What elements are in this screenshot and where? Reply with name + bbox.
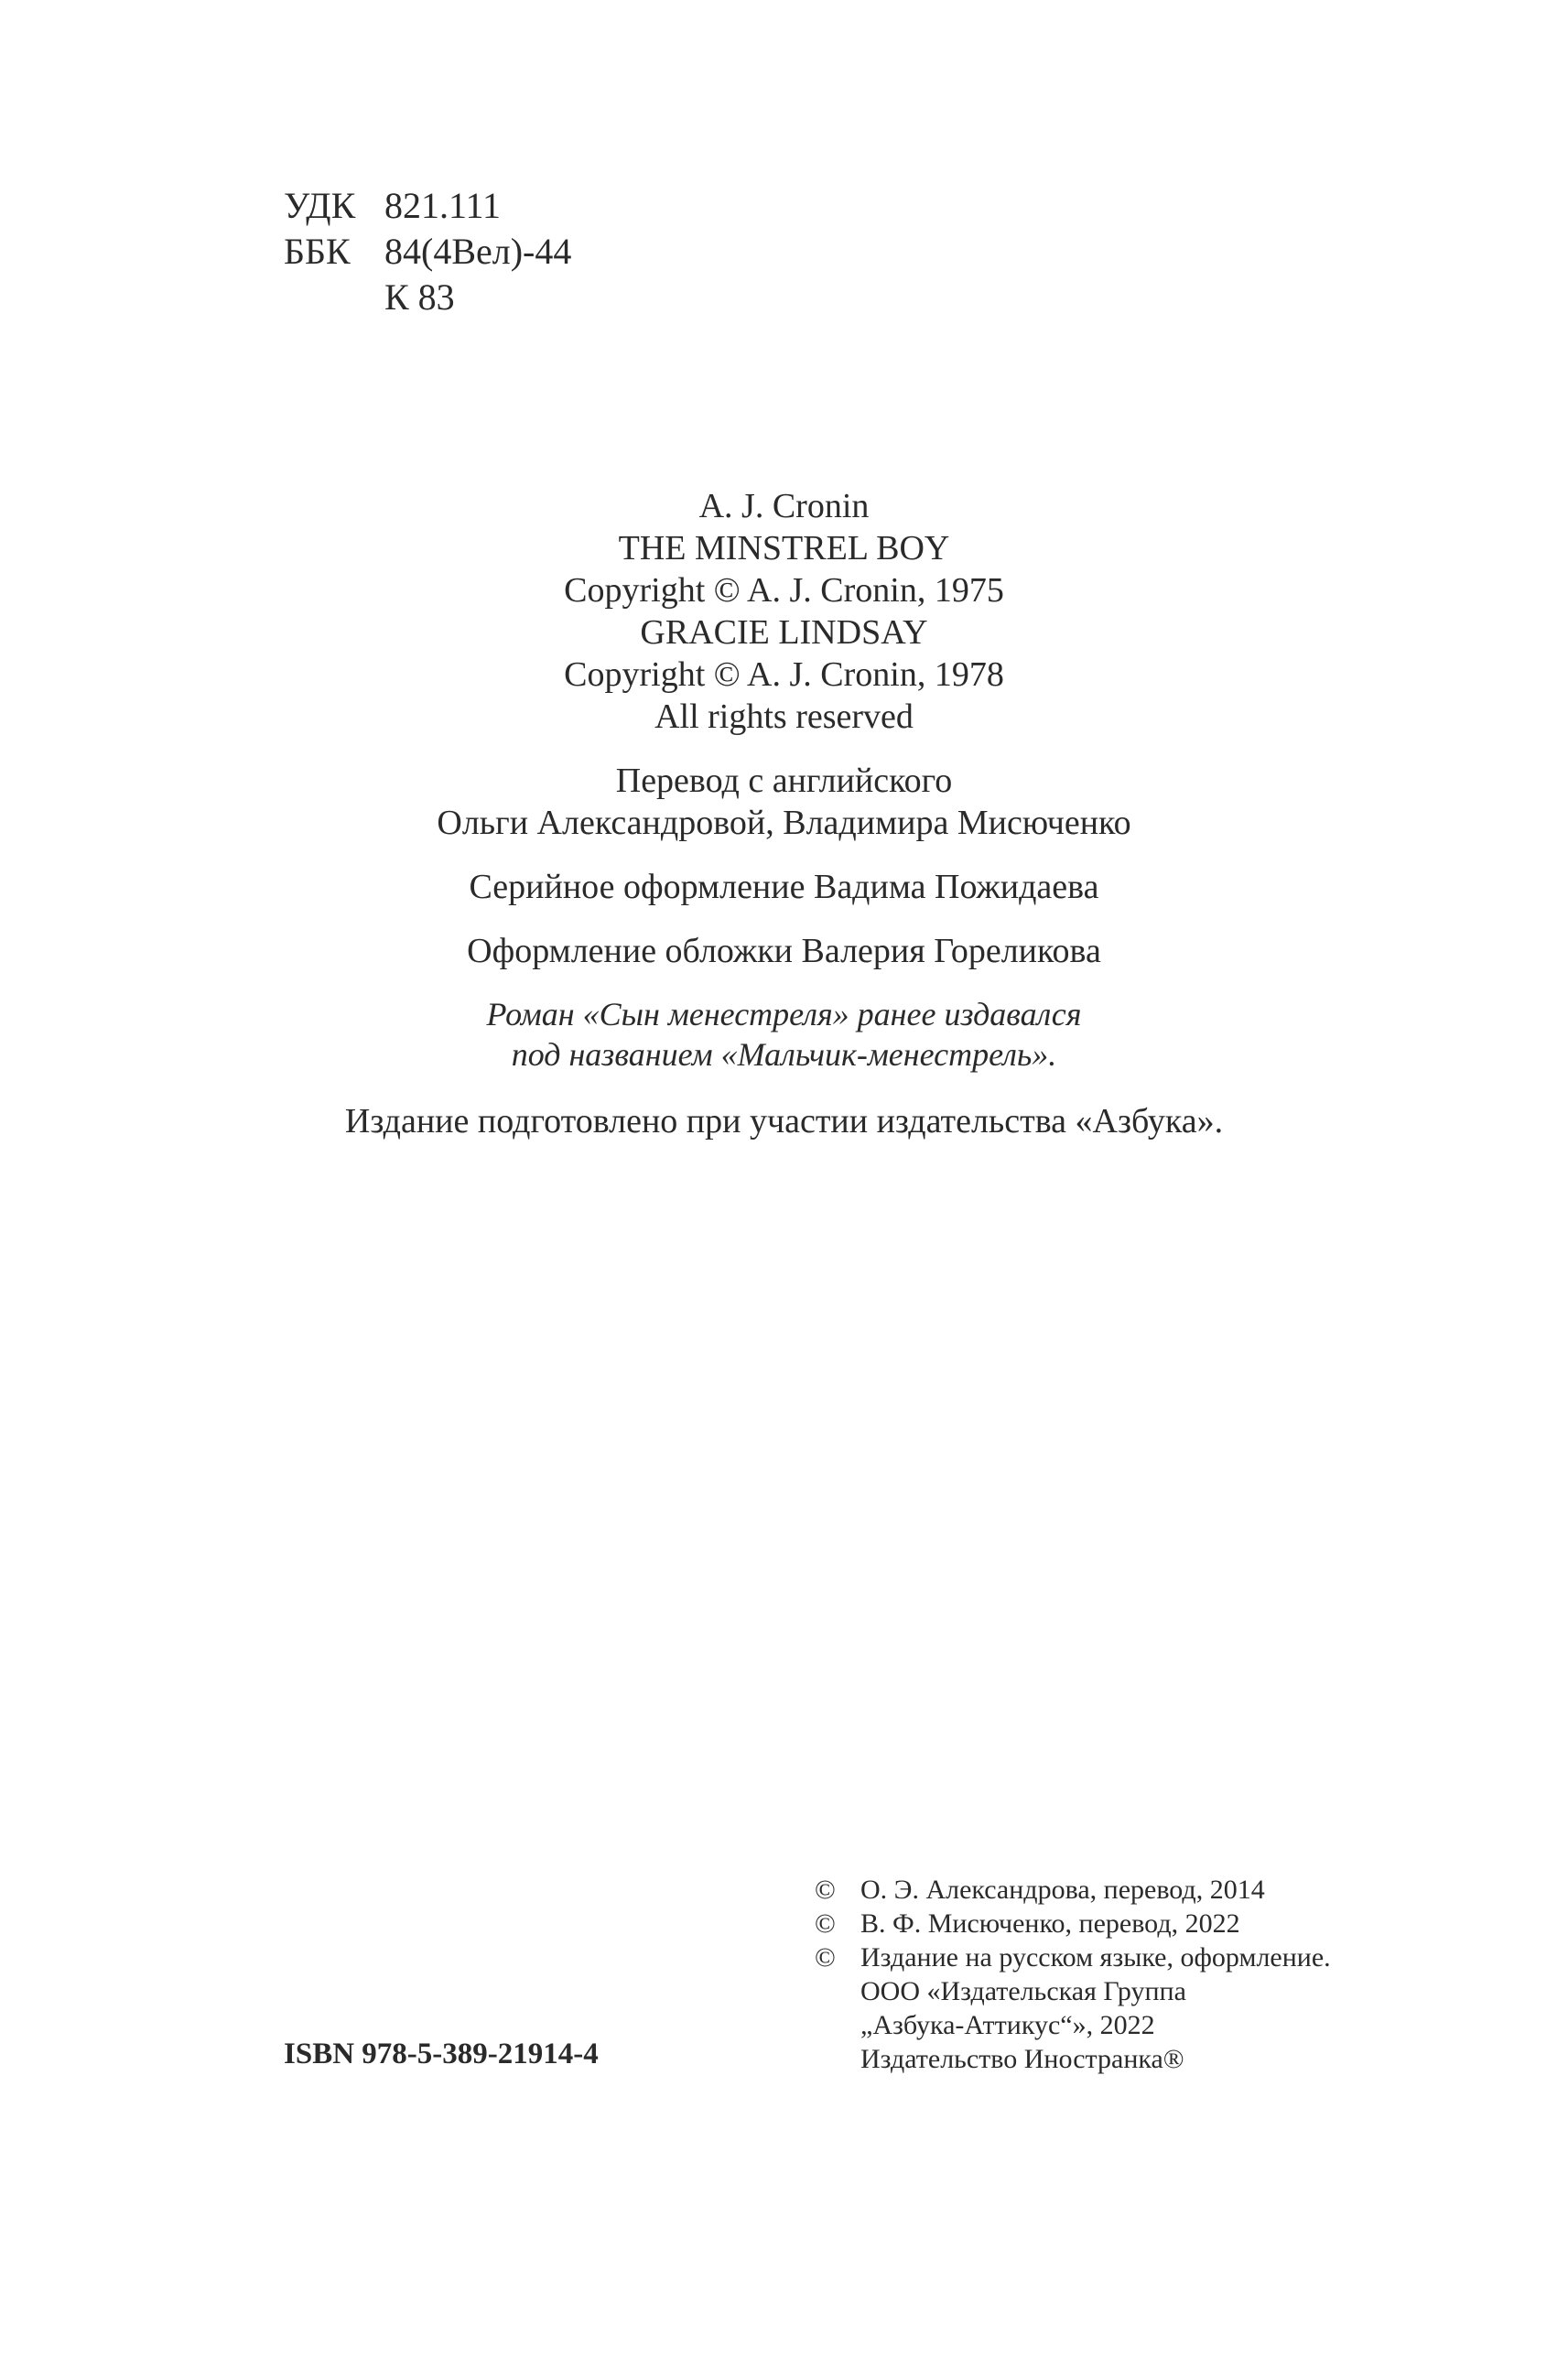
classification-block — [284, 183, 571, 320]
cover-design-credit: Оформление обложки Валерия Гореликова — [467, 932, 1101, 970]
publisher-note: Издание подготовлено при участии издательства «Азбука». — [344, 1102, 1224, 1140]
udk-label: УДК — [284, 185, 356, 226]
original-title-1: THE MINSTREL BOY — [618, 529, 950, 567]
copyright-text-3: Издание на русском языке, оформление. — [860, 1942, 1331, 1973]
udk-row — [284, 183, 571, 229]
bbk-label: ББК — [284, 231, 351, 272]
original-title-2: GRACIE LINDSAY — [640, 613, 928, 652]
bbk-value: 84(4Вел)-44 — [384, 231, 572, 272]
copyright-text-2: В. Ф. Мисюченко, перевод, 2022 — [860, 1908, 1240, 1939]
copyright-entry-1 — [815, 1873, 1331, 1907]
note-line-2: под названием «Мальчик-менестрель». — [511, 1036, 1057, 1073]
udk-value: 821.111 — [384, 185, 502, 226]
copyright-text-4: ООО «Издательская Группа — [860, 1976, 1186, 2006]
copyright-line-2: Copyright © A. J. Cronin, 1978 — [564, 655, 1004, 694]
copyright-continuation-1 — [815, 1974, 1331, 2008]
copyright-symbol: © — [815, 1875, 836, 1905]
copyright-text-1: О. Э. Александрова, перевод, 2014 — [860, 1875, 1265, 1905]
copyright-continuation-3 — [815, 2042, 1331, 2076]
rights-reserved: All rights reserved — [654, 697, 914, 736]
isbn: ISBN 978-5-389-21914-4 — [284, 2038, 599, 2070]
copyright-text-6: Издательство Иностранка® — [860, 2044, 1184, 2074]
copyright-line-1: Copyright © A. J. Cronin, 1975 — [564, 571, 1004, 610]
copyright-block — [815, 1873, 1331, 2076]
translation-credit — [0, 760, 1568, 844]
author-name: A. J. Cronin — [698, 487, 870, 525]
previous-title-note — [0, 994, 1568, 1075]
bbk-row — [284, 229, 571, 275]
original-rights — [0, 485, 1568, 738]
translation-line-2: Ольги Александровой, Владимира Мисюченко — [437, 804, 1131, 842]
series-design-credit: Серийное оформление Вадима Пожидаева — [469, 868, 1099, 906]
translation-line-1: Перевод с английского — [615, 762, 953, 800]
copyright-entry-2 — [815, 1907, 1331, 1940]
author-mark: К 83 — [384, 276, 455, 318]
note-line-1: Роман «Сын менестреля» ранее издавался — [486, 996, 1082, 1032]
copyright-text-5: „Азбука-Аттикус“», 2022 — [860, 2010, 1155, 2040]
copyright-continuation-2 — [815, 2008, 1331, 2042]
copyright-symbol: © — [815, 1908, 836, 1939]
copyright-symbol: © — [815, 1942, 836, 1973]
copyright-entry-3 — [815, 1940, 1331, 1974]
imprint-center-block — [0, 485, 1568, 1142]
author-mark-row — [284, 275, 571, 320]
